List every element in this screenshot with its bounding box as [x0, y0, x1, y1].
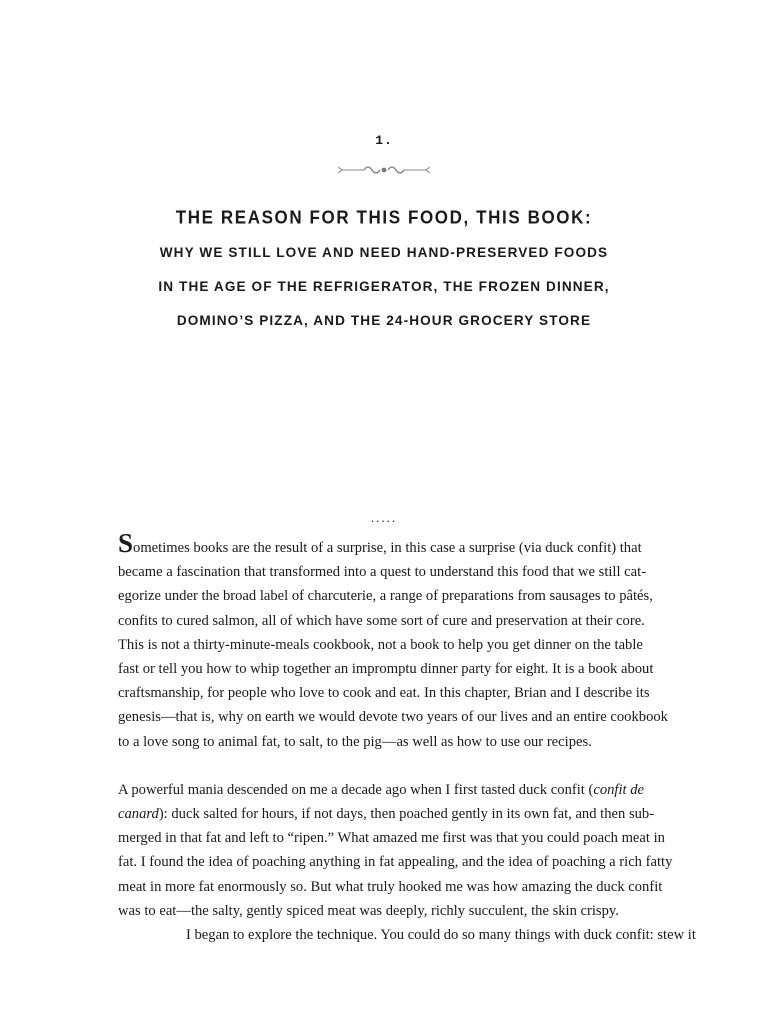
- text-line: craftsmanship, for people who love to cook and eat. In this chapter, Brian and I describe its: [118, 685, 650, 702]
- chapter-subtitle-line: IN THE AGE OF THE REFRIGERATOR, THE FROZEN DINNER,: [158, 279, 610, 294]
- text-line: A powerful mania descended on me a decade ago when I first tasted duck confit (confit de: [118, 781, 645, 798]
- chapter-title-main: THE REASON FOR THIS FOOD, THIS BOOK:: [175, 207, 593, 228]
- drop-cap: S: [118, 528, 134, 558]
- text-line: to a love song to animal fat, to salt, to the pig—as well as how to use our recipes.: [118, 733, 592, 750]
- text-line: genesis—that is, why on earth we would devote two years of our lives and an entire cookbook: [118, 709, 668, 726]
- paragraph-2: [118, 778, 673, 923]
- text-line: fat. I found the idea of poaching anything in fat appealing, and the idea of poaching a rich fatty: [118, 854, 673, 871]
- text-line: meat in more fat enormously so. But what truly hooked me was how amazing the duck confit: [118, 878, 663, 895]
- text-line: egorize under the broad label of charcuterie, a range of preparations from sausages to pâtés,: [118, 588, 653, 605]
- text-line: became a fascination that transformed into a quest to understand this food that we still cat-: [118, 564, 647, 581]
- floral-divider-icon: [334, 163, 434, 177]
- text-line: confits to cured salmon, all of which have some sort of cure and preservation at their core.: [118, 612, 645, 629]
- text-line: Sometimes books are the result of a surprise, in this case a surprise (via duck confit) that: [118, 528, 642, 558]
- text-line: I began to explore the technique. You could do so many things with duck confit: stew it: [186, 927, 696, 944]
- chapter-subtitle-line: WHY WE STILL LOVE AND NEED HAND-PRESERVED FOODS: [159, 245, 609, 260]
- text-line: was to eat—the salty, gently spiced meat was deeply, richly succulent, the skin crispy.: [118, 902, 619, 919]
- text-line: canard): duck salted for hours, if not days, then poached gently in its own fat, and then sub-: [118, 806, 655, 823]
- body-text: [118, 528, 696, 947]
- chapter-number: 1.: [375, 133, 393, 148]
- paragraph-3: [118, 923, 696, 947]
- text-line: fast or tell you how to whip together an impromptu dinner party for eight. It is a book about: [118, 661, 654, 678]
- chapter-title: [60, 206, 708, 338]
- text-line: This is not a thirty-minute-meals cookbook, not a book to help you get dinner on the table: [118, 636, 643, 653]
- chapter-subtitle-line: DOMINO’S PIZZA, AND THE 24-HOUR GROCERY STORE: [176, 313, 592, 328]
- section-break: .....: [370, 510, 398, 525]
- paragraph-1: [118, 528, 668, 754]
- text-line: merged in that fat and left to “ripen.” What amazed me first was that you could poach meat in: [118, 830, 665, 847]
